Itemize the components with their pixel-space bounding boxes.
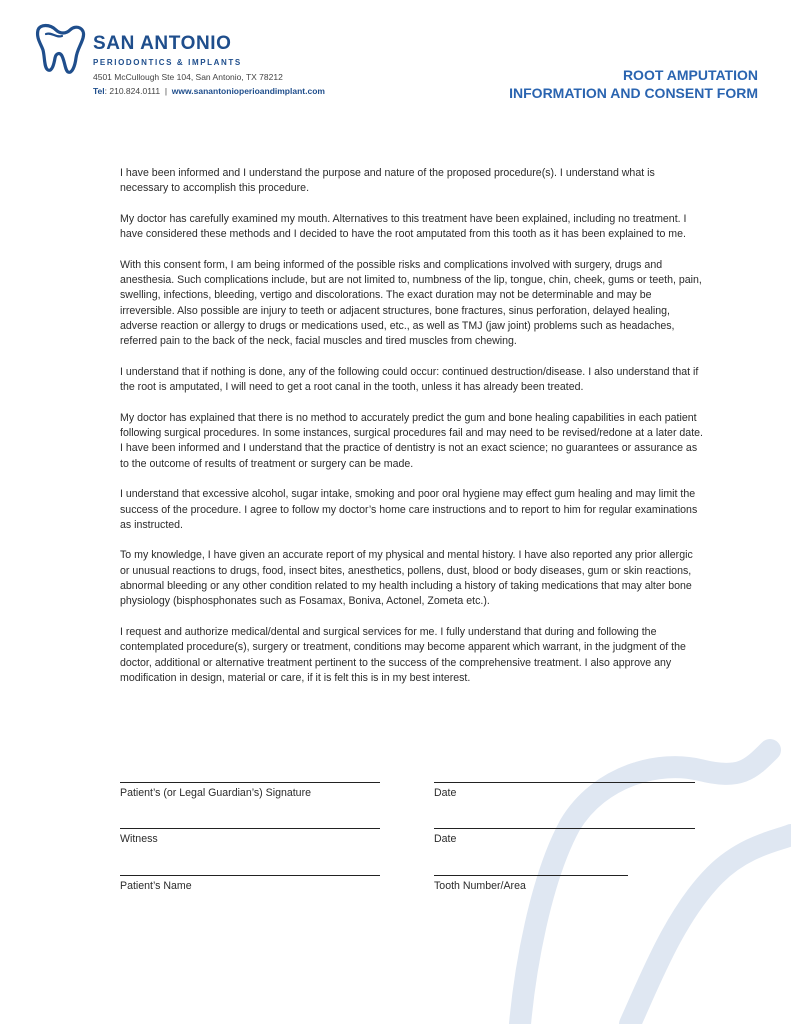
patient-signature-line[interactable]: [120, 782, 380, 783]
witness-label: Witness: [120, 833, 158, 845]
brand-subtitle: PERIODONTICS & IMPLANTS: [93, 58, 242, 67]
paragraph-history: To my knowledge, I have given an accurate report of my physical and mental history. I have also reported any prior allergic or unusual reactions to drugs, food, insect bites, anesthetics, pollens, dust, blood or body diseases, gum or skin reactions, abnormal bleeding or any other condition related to my health including a history of taking medications that may alter bone physiology (bisphosphonates such as Fosamax, Boniva, Actonel, Zometa etc.).: [120, 549, 693, 608]
date-line-2[interactable]: [434, 828, 695, 829]
paragraph-healing: My doctor has explained that there is no method to accurately predict the gum and bone healing capabilities in each patient following surgical procedures. In some instances, surgical procedures fail and may need to be revised/redone at a later date. I have been informed and I understand that the practice of dentistry is not an exact science; no guarantees or assurance as to the outcome of results of treatment or surgery can be made.: [120, 411, 703, 470]
tooth-number-label: Tooth Number/Area: [434, 880, 526, 892]
tel-label: Tel: [93, 86, 105, 96]
paragraph-risks: With this consent form, I am being informed of the possible risks and complications involved with surgery, drugs and anesthesia. Such complications include, but are not limited to, numbness of the lip, tongue, chin, cheek, gums or teeth, pain, swelling, infections, bleeding, vertigo and discolorations. The exact duration may not be determinable and may be irreversible. Also possible are injury to teeth or adjacent structures, bone fractures, sinus perforation, delayed healing, adverse reaction or allergy to drugs or medications used, etc., as well as TMJ (jaw joint) problems such as headaches, referred pain to the back of the neck, facial muscles and tired muscles from chewing.: [120, 258, 702, 348]
paragraph-authorization: I request and authorize medical/dental and surgical services for me. I fully understand that during and following the contemplated procedure(s), surgery or treatment, conditions may become apparent which warrant, in the judgment of the doctor, additional or alternative treatment pertinent to the success of the comprehensive treatment. I also approve any modification in design, material or care, if it is felt this is in my best interest.: [120, 625, 686, 684]
form-title-line-2: INFORMATION AND CONSENT FORM: [509, 85, 758, 101]
paragraph-understanding: I have been informed and I understand the purpose and nature of the proposed procedure(s). I understand what is necessary to accomplish this procedure.: [120, 167, 655, 195]
tel-number: : 210.824.0111: [104, 86, 161, 96]
brand-name: SAN ANTONIO: [93, 33, 232, 54]
tooth-logo-icon: [32, 20, 88, 76]
website-link[interactable]: www.sanantonioperioandimplant.com: [171, 86, 325, 96]
patient-name-line[interactable]: [120, 875, 380, 876]
tooth-watermark-icon: [500, 730, 791, 1024]
paragraph-lifestyle: I understand that excessive alcohol, sugar intake, smoking and poor oral hygiene may effect gum healing and may limit the success of the procedure. I agree to follow my doctor’s home care instructions and to report to him for regular examinations as instructed.: [120, 488, 698, 531]
witness-line[interactable]: [120, 828, 380, 829]
form-title-line-1: ROOT AMPUTATION: [622, 67, 758, 83]
form-title: [509, 66, 758, 102]
practice-contact: Tel: 210.824.0111 | www.sanantonioperioandimplant.com: [93, 86, 325, 96]
date-label-2: Date: [434, 833, 457, 845]
practice-address: 4501 McCullough Ste 104, San Antonio, TX 78212: [93, 72, 283, 82]
paragraph-no-treatment: I understand that if nothing is done, any of the following could occur: continued destruction/disease. I also understand that if the root is amputated, I will need to get a root canal in the tooth, unless it has already been treated.: [120, 365, 699, 394]
patient-name-label: Patient’s Name: [120, 880, 192, 892]
date-label-1: Date: [434, 787, 457, 799]
patient-signature-label: Patient’s (or Legal Guardian’s) Signature: [120, 787, 311, 799]
date-line-1[interactable]: [434, 782, 695, 783]
tooth-number-line[interactable]: [434, 875, 628, 876]
consent-body: [120, 166, 705, 701]
paragraph-alternatives: My doctor has carefully examined my mouth. Alternatives to this treatment have been explained, including no treatment. I have considered these methods and I decided to have the root amputated from this tooth as it has been explained to me.: [120, 212, 687, 241]
